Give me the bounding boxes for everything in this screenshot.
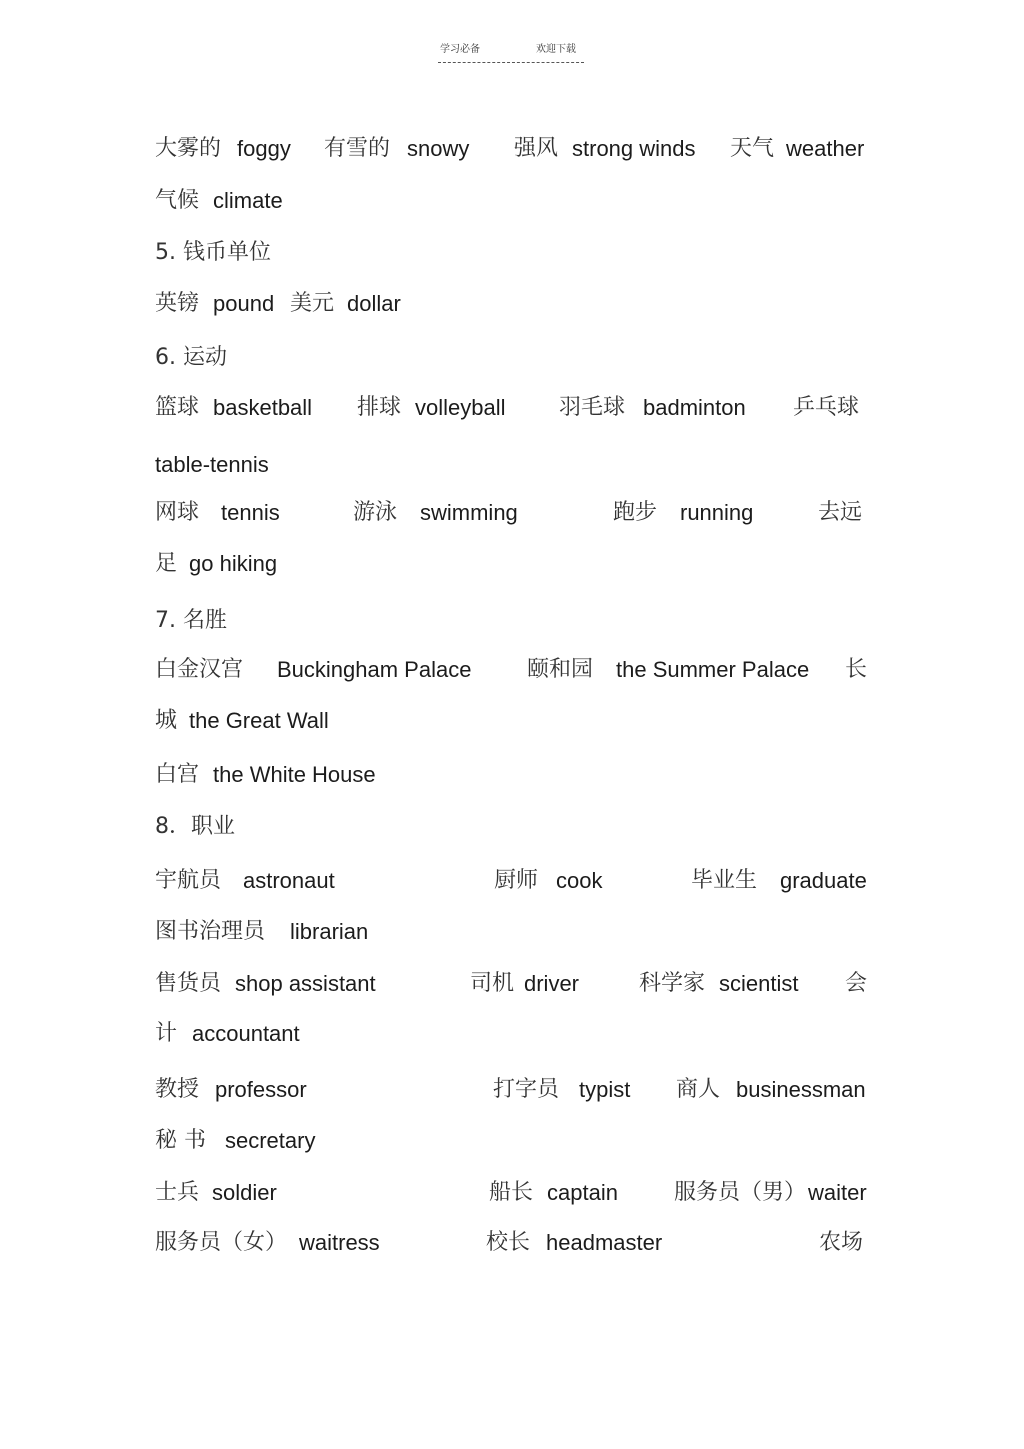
term-en: waitress — [299, 1230, 380, 1255]
vocab-line-places-1 — [0, 655, 1024, 689]
term-en: dollar — [347, 291, 401, 316]
term-en: badminton — [643, 395, 746, 420]
term-en: scientist — [719, 971, 799, 996]
term-en: soldier — [212, 1180, 277, 1205]
term-zh: 去远 — [818, 500, 863, 525]
term-zh: 白金汉宫 — [155, 657, 244, 682]
vocab-line-jobs-5 — [0, 1075, 1024, 1109]
page-header — [438, 40, 584, 63]
term-en: go hiking — [189, 551, 278, 576]
term-zh: 校长 — [486, 1230, 531, 1255]
vocab-line-jobs-4 — [0, 1019, 1024, 1053]
term-en: foggy — [237, 136, 291, 161]
term-en: headmaster — [546, 1230, 663, 1255]
term-zh: 图书治理员 — [155, 919, 266, 944]
term-zh: 科学家 — [639, 971, 706, 996]
term-en: snowy — [407, 136, 470, 161]
vocab-line-sports-3 — [0, 498, 1024, 532]
vocab-line-climate — [0, 186, 1024, 220]
vocab-line-jobs-1 — [0, 866, 1024, 900]
term-en: accountant — [192, 1021, 300, 1046]
term-en: waiter — [808, 1180, 867, 1205]
vocab-line-jobs-6 — [0, 1126, 1024, 1160]
section-heading-jobs — [0, 812, 1024, 846]
term-zh: 乒乓球 — [793, 395, 860, 420]
section-heading: 5. 钱币单位 — [155, 240, 271, 265]
term-en: running — [680, 500, 754, 525]
term-en: swimming — [420, 500, 518, 525]
term-en: professor — [215, 1077, 307, 1102]
term-zh: 毕业生 — [691, 868, 758, 893]
vocab-line-jobs-2 — [0, 917, 1024, 951]
term-en: Buckingham Palace — [277, 657, 472, 682]
section-heading-sports — [0, 343, 1024, 377]
term-en: weather — [786, 136, 865, 161]
term-zh: 宇航员 — [155, 868, 222, 893]
term-en: librarian — [290, 919, 369, 944]
vocab-line-weather — [0, 134, 1024, 168]
term-zh: 打字员 — [493, 1077, 560, 1102]
term-en: climate — [213, 188, 283, 213]
term-zh: 司机 — [470, 971, 515, 996]
term-zh: 有雪的 — [324, 136, 391, 161]
term-zh: 售货员 — [155, 971, 222, 996]
term-en: shop assistant — [235, 971, 376, 996]
term-en: astronaut — [243, 868, 335, 893]
term-en: typist — [579, 1077, 631, 1102]
term-zh: 士兵 — [155, 1180, 200, 1205]
section-heading: 8．职业 — [155, 814, 235, 839]
term-zh: 羽毛球 — [559, 395, 626, 420]
term-en: pound — [213, 291, 275, 316]
term-zh: 服务员（男） — [674, 1180, 807, 1205]
term-zh: 秘 书 — [155, 1128, 206, 1153]
term-en: basketball — [213, 395, 313, 420]
vocab-line-jobs-3 — [0, 969, 1024, 1003]
header-left-text: 学习必备 — [440, 44, 480, 55]
term-zh: 计 — [155, 1021, 178, 1046]
term-zh: 长 — [845, 657, 868, 682]
vocab-line-places-3 — [0, 760, 1024, 794]
vocab-line-places-2 — [0, 706, 1024, 740]
term-zh: 大雾的 — [155, 136, 222, 161]
term-zh: 跑步 — [613, 500, 658, 525]
term-en: the Summer Palace — [616, 657, 810, 682]
term-en: captain — [547, 1180, 618, 1205]
term-zh: 船长 — [489, 1180, 534, 1205]
term-zh: 美元 — [290, 291, 335, 316]
vocab-line-sports-1 — [0, 393, 1024, 427]
term-zh: 足 — [155, 551, 178, 576]
vocab-line-sports-4 — [0, 549, 1024, 583]
term-zh: 颐和园 — [527, 657, 594, 682]
section-heading: 6. 运动 — [155, 345, 227, 370]
term-en: the White House — [213, 762, 376, 787]
term-zh: 服务员（女） — [155, 1230, 288, 1255]
term-en: tennis — [221, 500, 280, 525]
term-en: volleyball — [415, 395, 506, 420]
term-zh: 游泳 — [353, 500, 398, 525]
vocab-line-jobs-7 — [0, 1178, 1024, 1212]
term-zh: 强风 — [514, 136, 559, 161]
term-en: the Great Wall — [189, 708, 329, 733]
term-zh: 篮球 — [155, 395, 200, 420]
section-heading: 7. 名胜 — [155, 608, 227, 633]
term-zh: 厨师 — [494, 868, 539, 893]
term-en: businessman — [736, 1077, 866, 1102]
term-zh: 农场 — [819, 1230, 864, 1255]
term-zh: 白宫 — [155, 762, 200, 787]
term-zh: 天气 — [730, 136, 775, 161]
term-zh: 气候 — [155, 188, 200, 213]
term-en: graduate — [780, 868, 867, 893]
term-en: strong winds — [572, 136, 696, 161]
term-zh: 会 — [845, 971, 868, 996]
term-en: table-tennis — [155, 452, 269, 477]
header-right-text: 欢迎下载 — [536, 44, 576, 55]
term-zh: 城 — [155, 708, 178, 733]
term-en: secretary — [225, 1128, 316, 1153]
section-heading-places — [0, 606, 1024, 640]
term-en: driver — [524, 971, 580, 996]
section-heading-money — [0, 238, 1024, 272]
vocab-line-money — [0, 289, 1024, 323]
term-zh: 排球 — [357, 395, 402, 420]
term-zh: 英镑 — [155, 291, 200, 316]
term-zh: 网球 — [155, 500, 200, 525]
term-en: cook — [556, 868, 603, 893]
term-zh: 商人 — [676, 1077, 721, 1102]
term-zh: 教授 — [155, 1077, 200, 1102]
vocab-line-jobs-8 — [0, 1228, 1024, 1262]
vocab-line-sports-2 — [0, 450, 1024, 484]
